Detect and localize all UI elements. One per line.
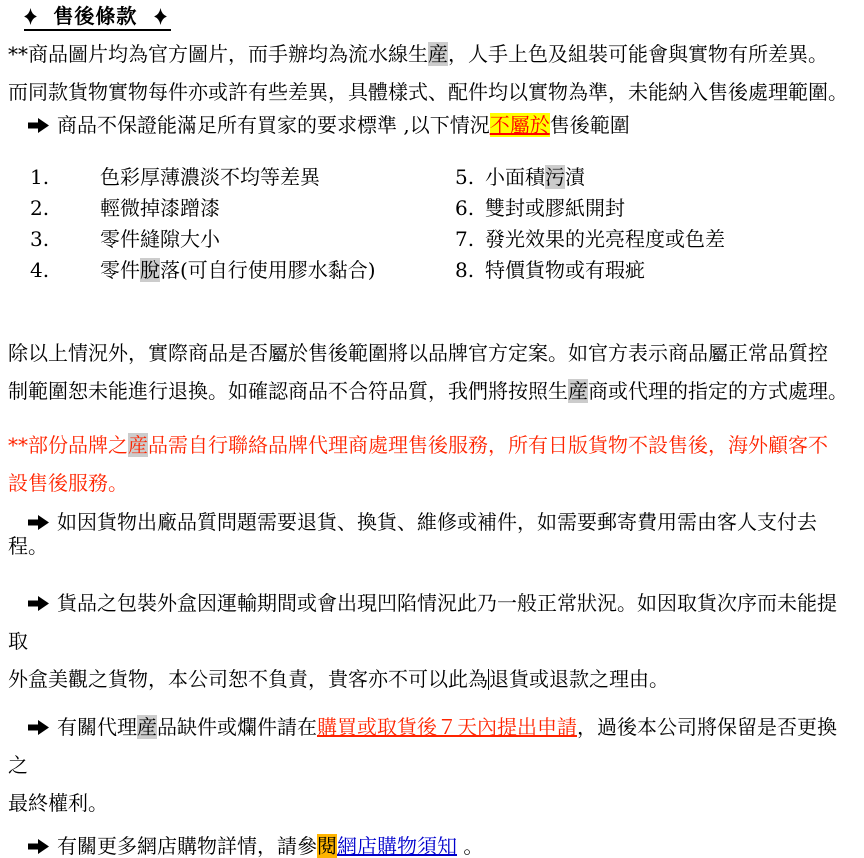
item-text bbox=[485, 165, 585, 189]
text-fragment: 特價貨物或有瑕疵 bbox=[485, 258, 645, 282]
text-fragment: 外盒美觀之貨物，本公司恕不負責，貴客亦不可以此為 bbox=[8, 667, 488, 691]
guarantee-notice bbox=[28, 113, 856, 137]
item-number: 4. bbox=[30, 258, 50, 282]
text-fragment: **部份品牌之 bbox=[8, 433, 128, 457]
item-text bbox=[100, 258, 376, 282]
item-number: 8. bbox=[455, 258, 475, 282]
text-fragment: 色彩厚薄濃淡不均等差異 bbox=[100, 165, 320, 189]
text-fragment: 最終權利。 bbox=[8, 791, 108, 815]
text-fragment: 雙封或膠紙開封 bbox=[485, 196, 625, 220]
item-text bbox=[485, 227, 725, 251]
text-fragment: 制範圍恕未能進行退換。如確認商品不合符品質，我們將按照生 bbox=[8, 379, 568, 403]
item-text bbox=[485, 196, 625, 220]
item-number: 5. bbox=[455, 165, 475, 189]
text-fragment: 漬 bbox=[565, 165, 585, 189]
text-fragment: 品缺件或爛件請在 bbox=[157, 715, 317, 739]
exclusion-item-3 bbox=[30, 227, 455, 251]
text-fragment: 商或代理的指定的方式處理。 bbox=[588, 379, 848, 403]
special-font-char: 污 bbox=[545, 165, 565, 189]
text-fragment: 貨品之包裝外盒因運輸期間或會出現凹陷情況此乃一般正常狀況。如因取貨次序而未能提取 bbox=[8, 591, 837, 653]
text-fragment: 。 bbox=[457, 834, 484, 858]
not-covered-highlight: 不屬於 bbox=[489, 113, 550, 137]
exclusion-item-5 bbox=[455, 165, 864, 189]
exclusion-item-2 bbox=[30, 196, 455, 220]
exclusion-item-1 bbox=[30, 165, 455, 189]
special-font-char: 産 bbox=[137, 715, 157, 739]
text-fragment: 商品不保證能滿足所有買家的要求標準 ,以下情況 bbox=[57, 113, 490, 137]
text-fragment: 除以上情況外，實際商品是否屬於售後範圍將以品牌官方定案。如官方表示商品屬正常品質控 bbox=[8, 341, 828, 365]
text-fragment: 退貨或退款之理由。 bbox=[489, 667, 669, 691]
special-font-char: 脫 bbox=[140, 258, 160, 282]
exclusion-list bbox=[30, 165, 864, 282]
page-title-underlined bbox=[24, 4, 171, 31]
page-title bbox=[24, 4, 864, 31]
special-font-char: 産 bbox=[128, 433, 148, 457]
text-fragment: 輕微掉漆蹭漆 bbox=[100, 196, 220, 220]
item-number: 6. bbox=[455, 196, 475, 220]
item-text bbox=[100, 165, 320, 189]
text-fragment: 小面積 bbox=[485, 165, 545, 189]
more-info-notice bbox=[8, 834, 856, 858]
intro-paragraph bbox=[8, 35, 856, 111]
text-fragment: 零件縫隙大小 bbox=[100, 227, 220, 251]
exclusion-item-8 bbox=[455, 258, 864, 282]
exclusion-item-4 bbox=[30, 258, 455, 282]
text-fragment: 設售後服務。 bbox=[8, 471, 128, 495]
exclusion-item-7 bbox=[455, 227, 864, 251]
text-fragment: 售後範圍 bbox=[549, 113, 630, 137]
text-fragment: 發光效果的光亮程度或色差 bbox=[485, 227, 725, 251]
text-fragment: 而同款貨物實物每件亦或許有些差異，具體樣式、配件均以實物為準，未能納入售後處理範圍。 bbox=[8, 80, 848, 104]
find-highlighted-char: 閱 bbox=[317, 834, 337, 858]
text-fragment: 有關代理 bbox=[57, 715, 137, 739]
four-pointed-star-icon bbox=[24, 4, 37, 28]
arrow-right-icon bbox=[28, 834, 49, 858]
four-pointed-star-icon bbox=[154, 4, 167, 28]
brand-agent-notice bbox=[8, 426, 856, 502]
item-number: 7. bbox=[455, 227, 475, 251]
arrow-right-icon bbox=[28, 584, 49, 622]
item-number: 1. bbox=[30, 165, 50, 189]
arrow-right-icon bbox=[28, 510, 49, 534]
text-fragment: 如因貨物出廠品質問題需要退貨、換貨、維修或補件，如需要郵寄費用需由客人支付去程。 bbox=[8, 510, 817, 558]
text-fragment: **商品圖片均為官方圖片，而手辦均為流水線生 bbox=[8, 42, 428, 66]
item-number: 2. bbox=[30, 196, 50, 220]
arrow-right-icon bbox=[28, 113, 49, 137]
item-number: 3. bbox=[30, 227, 50, 251]
packaging-notice bbox=[8, 584, 856, 698]
special-font-char: 産 bbox=[568, 379, 588, 403]
text-fragment: ，過後本公司將保留是否更換之 bbox=[8, 715, 837, 777]
arrow-right-icon bbox=[28, 708, 49, 746]
text-fragment: 零件 bbox=[100, 258, 140, 282]
text-fragment: 有關更多網店購物詳情，請參 bbox=[57, 834, 317, 858]
defect-claim-notice bbox=[8, 708, 856, 822]
claim-deadline-emphasis: 購買或取貨後７天內提出申請 bbox=[317, 715, 577, 739]
shipping-fee-notice bbox=[8, 510, 856, 558]
text-fragment: ，人手上色及組裝可能會與實物有所差異。 bbox=[448, 42, 828, 66]
text-fragment: 品需自行聯絡品牌代理商處理售後服務，所有日版貨物不設售後，海外顧客不 bbox=[148, 433, 828, 457]
item-text bbox=[100, 196, 220, 220]
special-font-char: 産 bbox=[428, 42, 448, 66]
item-text bbox=[100, 227, 220, 251]
item-text bbox=[485, 258, 645, 282]
page-title-text: 售後條款 bbox=[53, 4, 138, 28]
official-decision-paragraph bbox=[8, 334, 856, 410]
shopping-guide-link[interactable]: 網店購物須知 bbox=[337, 834, 457, 858]
exclusion-item-6 bbox=[455, 196, 864, 220]
text-fragment: 落(可自行使用膠水黏合) bbox=[160, 258, 376, 282]
